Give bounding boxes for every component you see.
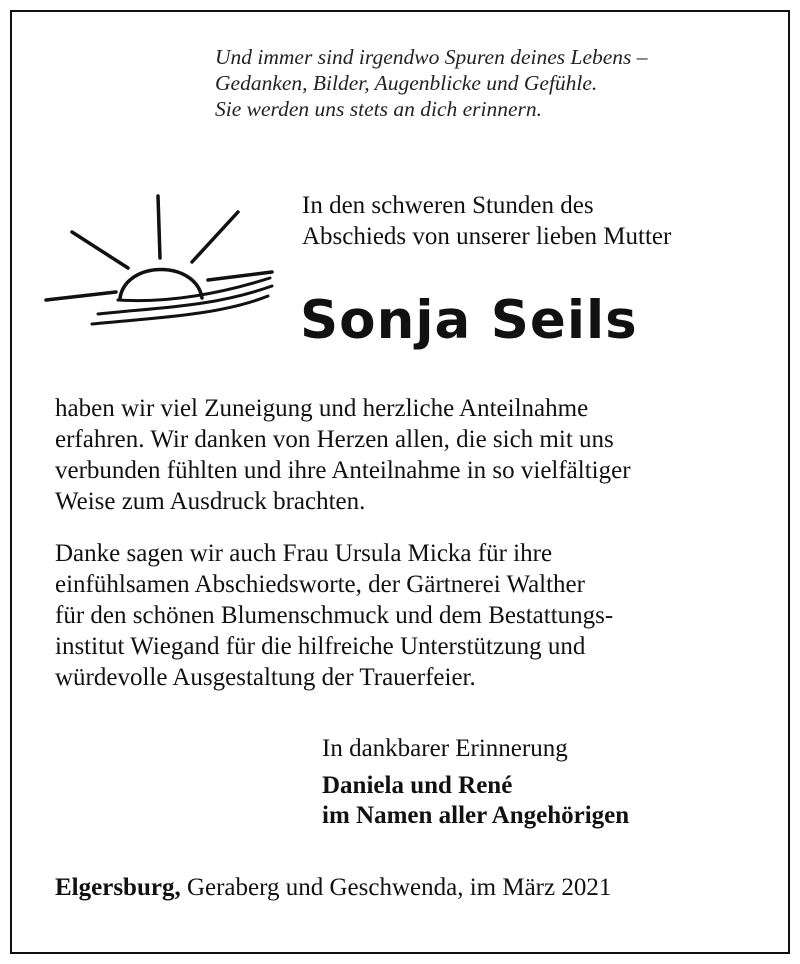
place-date-rest: Geraberg und Geschwenda, im März 2021 [180, 874, 612, 901]
acknowledgement-paragraph [55, 538, 613, 693]
town-name: Elgersburg, [55, 874, 181, 901]
signer-note: im Namen aller Angehörigen [322, 802, 630, 829]
paragraph-line: einfühlsamen Abschiedsworte, der Gärtnerei Walther [55, 571, 585, 598]
poem-line: Gedanken, Bilder, Augenblicke und Gefühle. [215, 71, 598, 95]
paragraph-line: Weise zum Ausdruck brachten. [55, 488, 366, 515]
poem-line: Und immer sind irgendwo Spuren deines Lebens – [215, 45, 648, 69]
poem-line: Sie werden uns stets an dich erinnern. [215, 97, 543, 121]
thanks-paragraph [55, 393, 631, 517]
intro-line: In den schweren Stunden des [302, 192, 594, 219]
closing-phrase: In dankbarer Erinnerung [322, 735, 568, 762]
paragraph-line: erfahren. Wir danken von Herzen allen, die sich mit uns [55, 426, 614, 453]
poem [215, 44, 648, 122]
intro-line: Abschieds von unserer lieben Mutter [302, 223, 672, 250]
paragraph-line: haben wir viel Zuneigung und herzliche Anteilnahme [55, 395, 589, 422]
place-date [55, 872, 611, 903]
sunset-icon [40, 190, 280, 340]
deceased-name: Sonja Seils [300, 290, 638, 351]
intro-text [302, 190, 671, 252]
paragraph-line: institut Wiegand für die hilfreiche Unterstützung und [55, 633, 586, 660]
paragraph-line: Danke sagen wir auch Frau Ursula Micka für ihre [55, 540, 553, 567]
signers [322, 771, 629, 831]
signer-names: Daniela und René [322, 772, 513, 799]
paragraph-line: verbunden fühlten und ihre Anteilnahme in so vielfältiger [55, 457, 631, 484]
paragraph-line: würdevolle Ausgestaltung der Trauerfeier. [55, 664, 476, 691]
paragraph-line: für den schönen Blumenschmuck und dem Bestattungs- [55, 602, 614, 629]
